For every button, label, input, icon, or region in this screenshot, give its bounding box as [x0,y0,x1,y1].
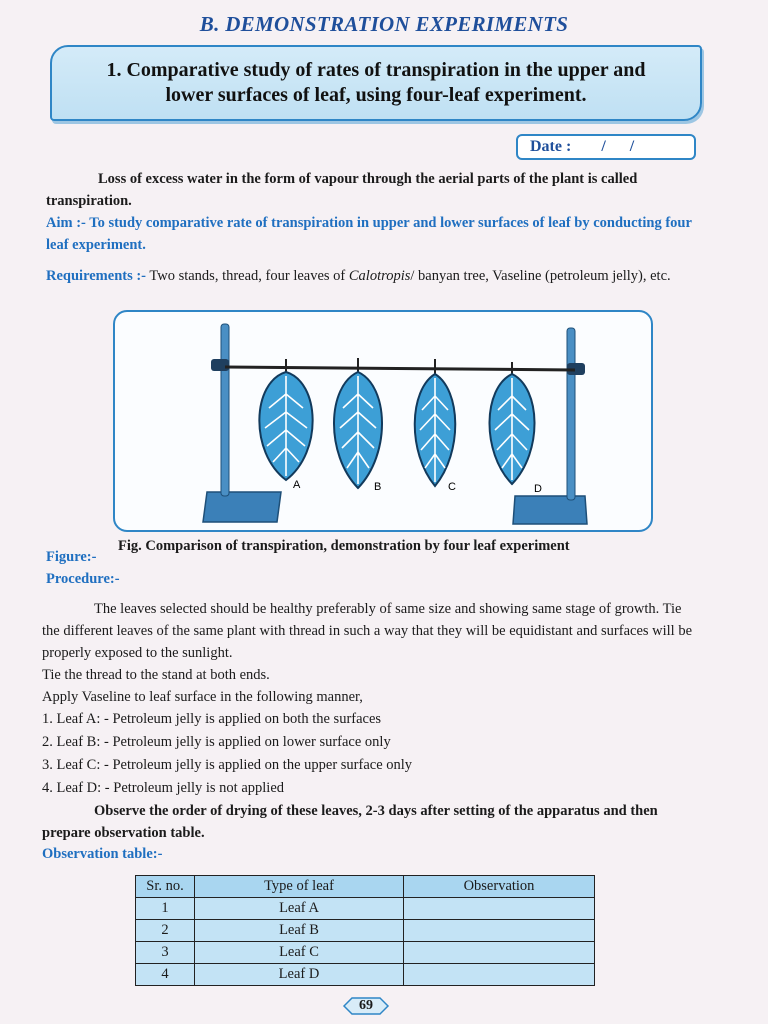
requirements-label: Requirements :- [46,268,147,284]
left-clamp [211,359,229,371]
table-cell: 2 [136,920,195,942]
requirements-text-1: Two stands, thread, four leaves of [146,268,349,284]
requirements-italic: Calotropis [348,268,411,284]
figure-box [113,310,653,532]
title-line-2: lower surfaces of leaf, using four-leaf experiment. [165,84,587,106]
title-line-1: 1. Comparative study of rates of transpiration in the upper and [106,59,646,81]
leaf-d [489,362,534,484]
table-cell: Leaf C [195,942,404,964]
table-header-row [136,876,595,898]
list-item: 1. Leaf A: - Petroleum jelly is applied on both the surfaces [42,711,382,727]
table-row [136,920,595,942]
requirements-paragraph [46,265,702,287]
date-box [516,134,696,160]
right-stand-rod [567,328,575,500]
section-heading: B. DEMONSTRATION EXPERIMENTS [199,12,569,36]
leaf-b [334,358,382,488]
leaf-label-a: A [293,479,301,491]
table-cell [404,942,595,964]
observation-table [135,875,595,986]
procedure-paragraph-1: The leaves selected should be healthy preferably of same size and showing same stage of growth. Tie the different leaves of the same plant with thread in such a way that they will be equidistant and surfaces will be properly exposed to the sunlight. [42,601,693,661]
leaf-label-c: C [448,481,456,493]
figure-caption: Fig. Comparison of transpiration, demonstration by four leaf experiment [118,538,570,554]
right-stand-base [513,496,587,524]
leaf-label-d: D [534,483,542,495]
table-cell: 3 [136,942,195,964]
table-row [136,942,595,964]
header-type-of-leaf: Type of leaf [195,876,404,898]
figure-label: Figure:- [46,549,97,565]
table-cell [404,898,595,920]
procedure-label: Procedure:- [46,571,120,587]
date-label: Date : [530,138,572,155]
table-cell [404,920,595,942]
aim-paragraph: Aim :- To study comparative rate of transpiration in upper and lower surfaces of leaf by conducting four leaf experiment. [46,215,692,253]
procedure-steps [42,708,702,800]
four-leaf-apparatus-illustration [115,312,651,530]
left-stand-rod [221,324,229,496]
list-item: 3. Leaf C: - Petroleum jelly is applied on the upper surface only [42,757,413,773]
intro-paragraph: Loss of excess water in the form of vapour through the aerial parts of the plant is called transpiration. [46,171,638,209]
observation-table-label: Observation table:- [42,846,163,862]
list-item: 2. Leaf B: - Petroleum jelly is applied on lower surface only [42,734,391,750]
left-stand-base [203,492,281,522]
header-sr-no: Sr. no. [136,876,195,898]
table-row [136,898,595,920]
table-cell: 4 [136,964,195,986]
procedure-paragraph-2: Tie the thread to the stand at both ends. [42,667,270,683]
table-cell: Leaf B [195,920,404,942]
page-number-badge [340,994,392,1018]
observe-paragraph: Observe the order of drying of these leaves, 2-3 days after setting of the apparatus and then prepare observation table. [42,803,658,841]
leaf-a [259,359,312,480]
experiment-title [50,45,702,121]
procedure-paragraph-3: Apply Vaseline to leaf surface in the following manner, [42,689,363,705]
list-item: 4. Leaf D: - Petroleum jelly is not applied [42,780,285,796]
header-observation: Observation [404,876,595,898]
leaf-label-b: B [374,481,382,493]
table-cell: Leaf A [195,898,404,920]
table-cell [404,964,595,986]
date-slashes: / / [601,138,635,155]
leaf-c [415,359,456,486]
table-cell: 1 [136,898,195,920]
page-number: 69 [359,998,373,1013]
table-row [136,964,595,986]
thread [225,367,575,370]
table-cell: Leaf D [195,964,404,986]
requirements-text-2: / banyan tree, Vaseline (petroleum jelly), etc. [410,268,671,284]
